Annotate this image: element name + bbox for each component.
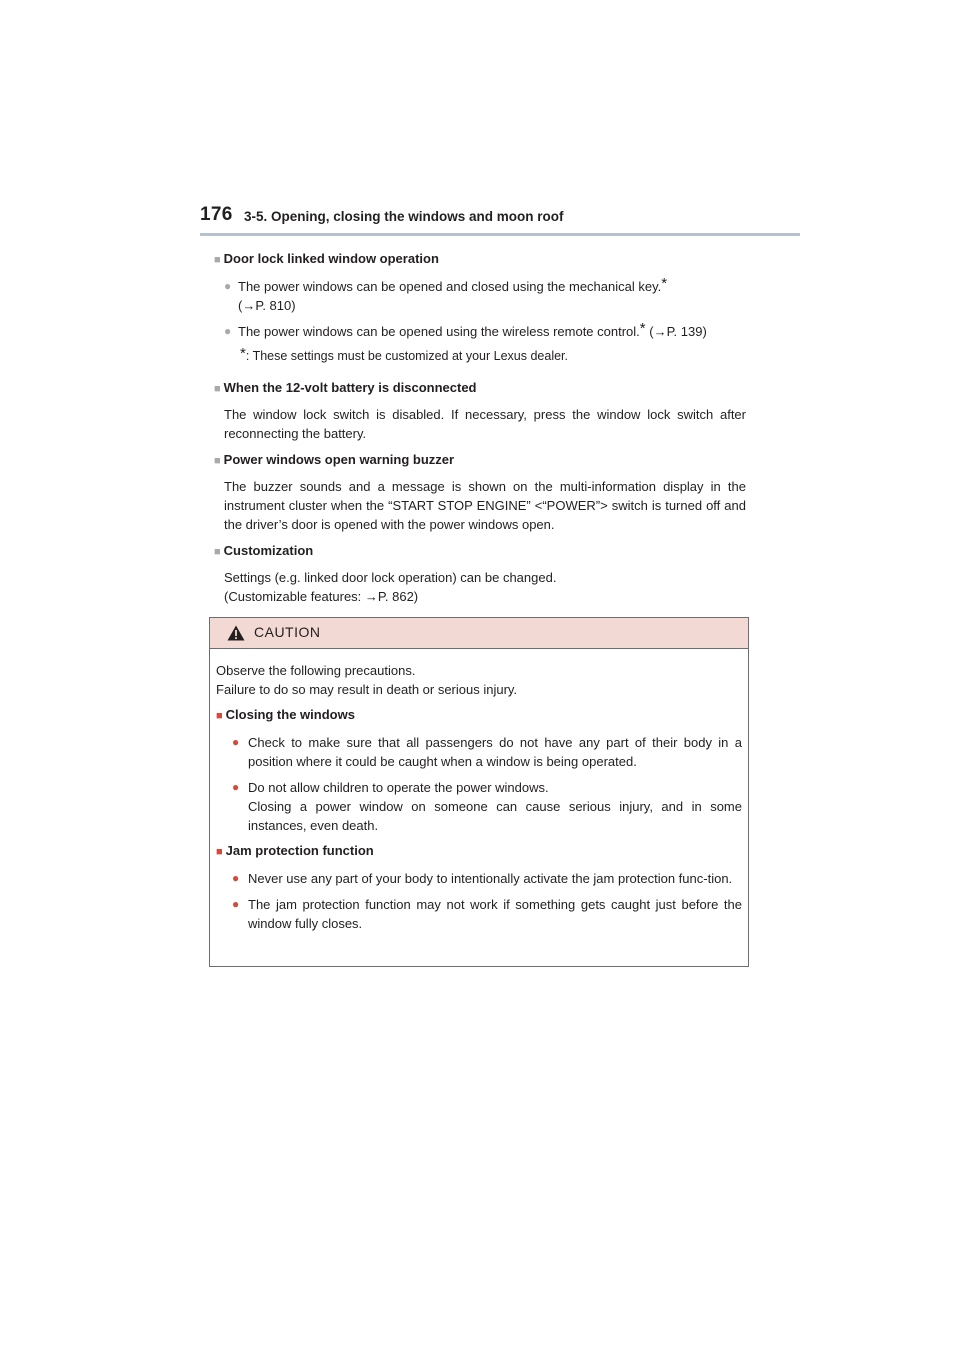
bullet-icon: ● — [232, 735, 240, 749]
jam-protection-heading: ■ Jam protection function — [216, 843, 374, 858]
bullet-icon: ● — [232, 871, 240, 885]
square-bullet-icon: ■ — [214, 546, 221, 558]
warning-icon — [227, 625, 245, 641]
section-title: 3-5. Opening, closing the windows and moon roof — [244, 209, 564, 224]
footnote: *: These settings must be customized at your Lexus dealer. — [240, 345, 569, 363]
list-item: ● The power windows can be opened and closed using the mechanical key.* (→P. 810) — [224, 275, 668, 313]
page-reference: (→P. 810) — [238, 298, 296, 313]
closing-windows-heading: ■ Closing the windows — [216, 707, 355, 722]
caution-intro: Observe the following precautions. Failure to do so may result in death or serious injury. — [216, 663, 518, 697]
caution-title: CAUTION — [254, 624, 321, 640]
page-header — [200, 204, 800, 238]
square-bullet-icon: ■ — [216, 846, 223, 858]
battery-heading: ■ When the 12-volt battery is disconnected — [214, 380, 477, 395]
battery-text: The window lock switch is disabled. If necessary, press the window lock switch after reconnecting the battery. — [224, 407, 746, 441]
square-bullet-icon: ■ — [214, 254, 221, 266]
square-bullet-icon: ■ — [216, 710, 223, 722]
page-reference: (→P. 139) — [645, 324, 707, 339]
list-item: ● Check to make sure that all passengers do not have any part of their body in a position where it could be caught when a window is being operated. — [232, 735, 742, 769]
caution-box — [209, 617, 749, 967]
bullet-icon: ● — [224, 324, 232, 338]
square-bullet-icon: ■ — [214, 383, 221, 395]
square-bullet-icon: ■ — [214, 455, 221, 467]
caution-body — [210, 649, 748, 933]
list-item: ● Do not allow children to operate the power windows. Closing a power window on someone can cause serious injury, and in some instances, even death. — [232, 780, 742, 833]
page-number: 176 — [200, 204, 233, 225]
customization-text: Settings (e.g. linked door lock operation) can be changed. (Customizable features: →P. 862) — [224, 570, 557, 604]
bullet-icon: ● — [224, 279, 232, 293]
list-item: ● The jam protection function may not work if something gets caught just before the window fully closes. — [232, 897, 742, 931]
list-item: ● The power windows can be opened using the wireless remote control.* (→P. 139) — [224, 320, 707, 339]
main-content — [214, 243, 746, 606]
header-divider — [200, 233, 800, 236]
asterisk-footnote: * — [661, 275, 668, 292]
caution-header — [210, 618, 748, 649]
buzzer-text: The buzzer sounds and a message is shown on the multi-information display in the instrument cluster when the “START STOP ENGINE” <“POWER”> switch is turned off and the driver’s door is opened with the power windows open. — [224, 479, 746, 532]
bullet-icon: ● — [232, 780, 240, 794]
asterisk-footnote: * — [639, 320, 646, 337]
bullet-icon: ● — [232, 897, 240, 911]
customization-heading: ■ Customization — [214, 543, 314, 558]
buzzer-heading: ■ Power windows open warning buzzer — [214, 452, 455, 467]
door-lock-heading: ■ Door lock linked window operation — [214, 251, 439, 266]
list-item: ● Never use any part of your body to intentionally activate the jam protection func-tion. — [232, 871, 733, 886]
